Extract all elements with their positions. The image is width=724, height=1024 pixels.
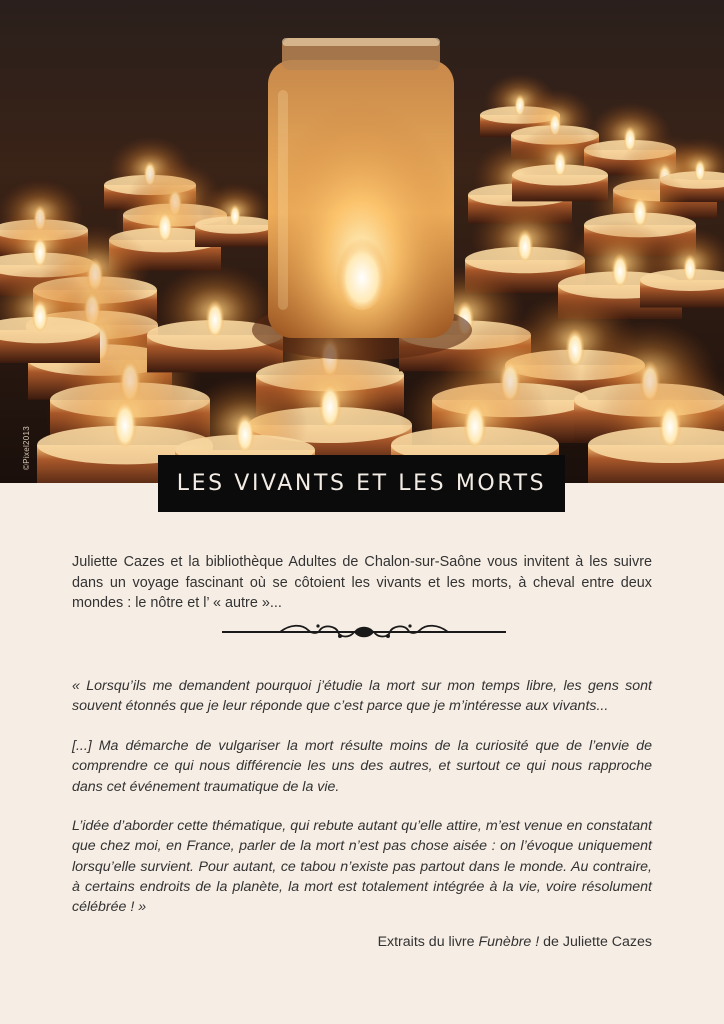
quote-paragraph-2: [...] Ma démarche de vulgariser la mort résulte moins de la curiosité que de l’envie de comprendre ce qui nous différencie les uns des autres, et surtout ce qui nous rapproche dans cet événement traumatique de la vie. — [72, 738, 652, 795]
source-suffix: de Juliette Cazes — [539, 934, 652, 950]
ornamental-divider-icon — [220, 622, 508, 642]
candles-illustration — [0, 0, 724, 483]
source-prefix: Extraits du livre — [377, 934, 479, 950]
intro-paragraph: Juliette Cazes et la bibliothèque Adultes de Chalon-sur-Saône vous invitent à les suivre dans un voyage fascinant où se côtoient les vivants et les morts, à cheval entre deux mondes : le nôtre et l’ « autre »... — [72, 554, 652, 612]
photo-credit: ©Pixel2013 — [22, 425, 31, 470]
source-attribution — [72, 934, 652, 950]
quote-paragraph-1: « Lorsqu’ils me demandent pourquoi j’étudie la mort sur mon temps libre, les gens sont souvent étonnés que je leur réponde que c’est parce que je m’intéresse aux vivants... — [72, 678, 652, 715]
source-book-title: Funèbre ! — [478, 934, 540, 950]
title-banner — [158, 455, 565, 512]
page-title: LES VIVANTS ET LES MORTS — [176, 471, 547, 496]
quote-paragraph-3: L’idée d’aborder cette thématique, qui rebute autant qu’elle attire, m’est venue en constatant que chez moi, en France, parler de la mort n’est pas chose aisée : on l’évoque uniquement lorsqu’elle survient. Pour autant, ce tabou n’existe pas partout dans le monde. Au contraire, à certains endroits de la planète, la mort est totalement intégrée à la vie, voire résolument célébrée ! » — [72, 818, 652, 916]
hero-candles-photo — [0, 0, 724, 483]
glass-jar-candle — [252, 38, 472, 360]
